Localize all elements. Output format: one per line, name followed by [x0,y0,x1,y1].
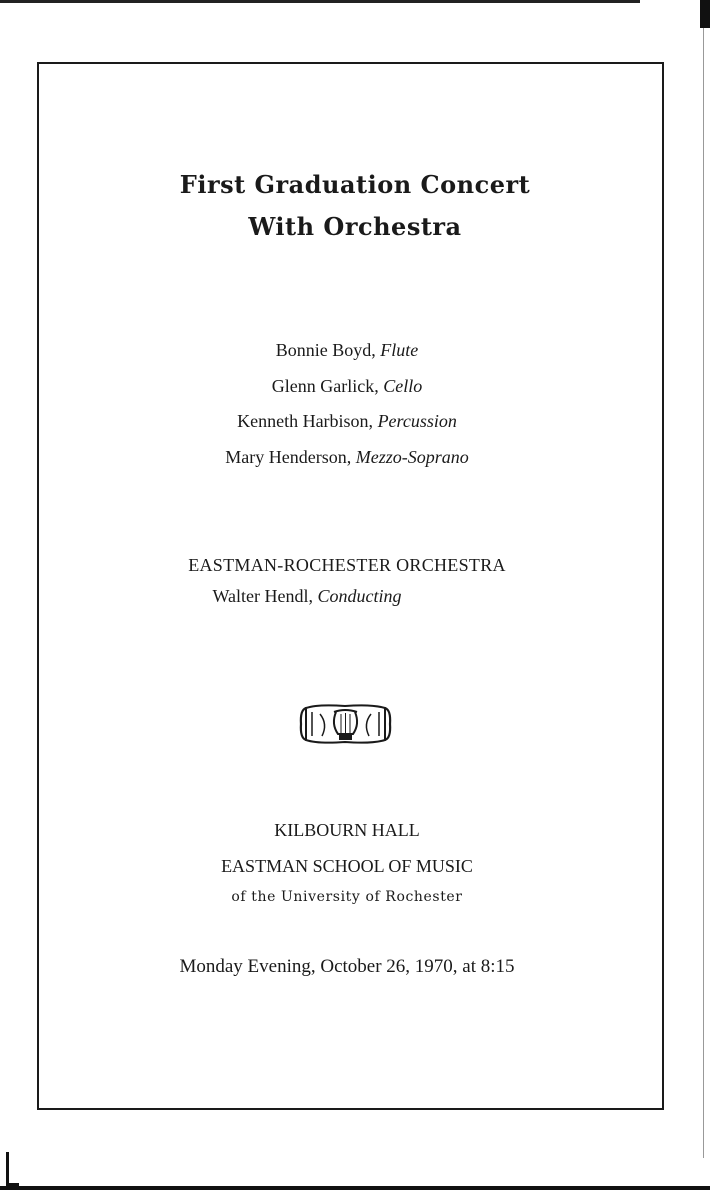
performer-line [0,411,694,432]
scan-mark [9,1183,19,1186]
performer-name: Glenn Garlick, [271,376,384,396]
scan-edge-top [0,0,640,3]
performer-line [0,376,694,397]
concert-title-line2: With Orchestra [248,212,462,241]
scan-edge-right [700,0,710,28]
performer-instrument: Cello [383,376,423,396]
concert-date: Monday Evening, October 26, 1970, at 8:15 [179,956,515,977]
conductor-name: Walter Hendl, [212,586,318,606]
performer-instrument: Mezzo-Soprano [355,447,469,467]
venue-school: EASTMAN SCHOOL OF MUSIC [221,856,473,876]
concert-title-line1: First Graduation Concert [179,170,531,199]
venue-university: of the University of Rochester [231,889,463,905]
lyre-scroll-icon [298,700,393,750]
performer-name: Kenneth Harbison, [237,411,378,431]
performer-name: Bonnie Boyd, [275,340,381,360]
performer-line [0,447,694,468]
performer-instrument: Flute [380,340,419,360]
conductor-line [0,586,654,607]
scan-edge-bottom [0,1186,710,1190]
conductor-role: Conducting [317,586,402,606]
orchestra-name: EASTMAN-ROCHESTER ORCHESTRA [188,555,506,575]
performer-line [0,340,694,361]
performer-name: Mary Henderson, [225,447,356,467]
performer-instrument: Percussion [377,411,457,431]
scan-mark [6,1152,9,1186]
venue-hall: KILBOURN HALL [274,820,420,840]
